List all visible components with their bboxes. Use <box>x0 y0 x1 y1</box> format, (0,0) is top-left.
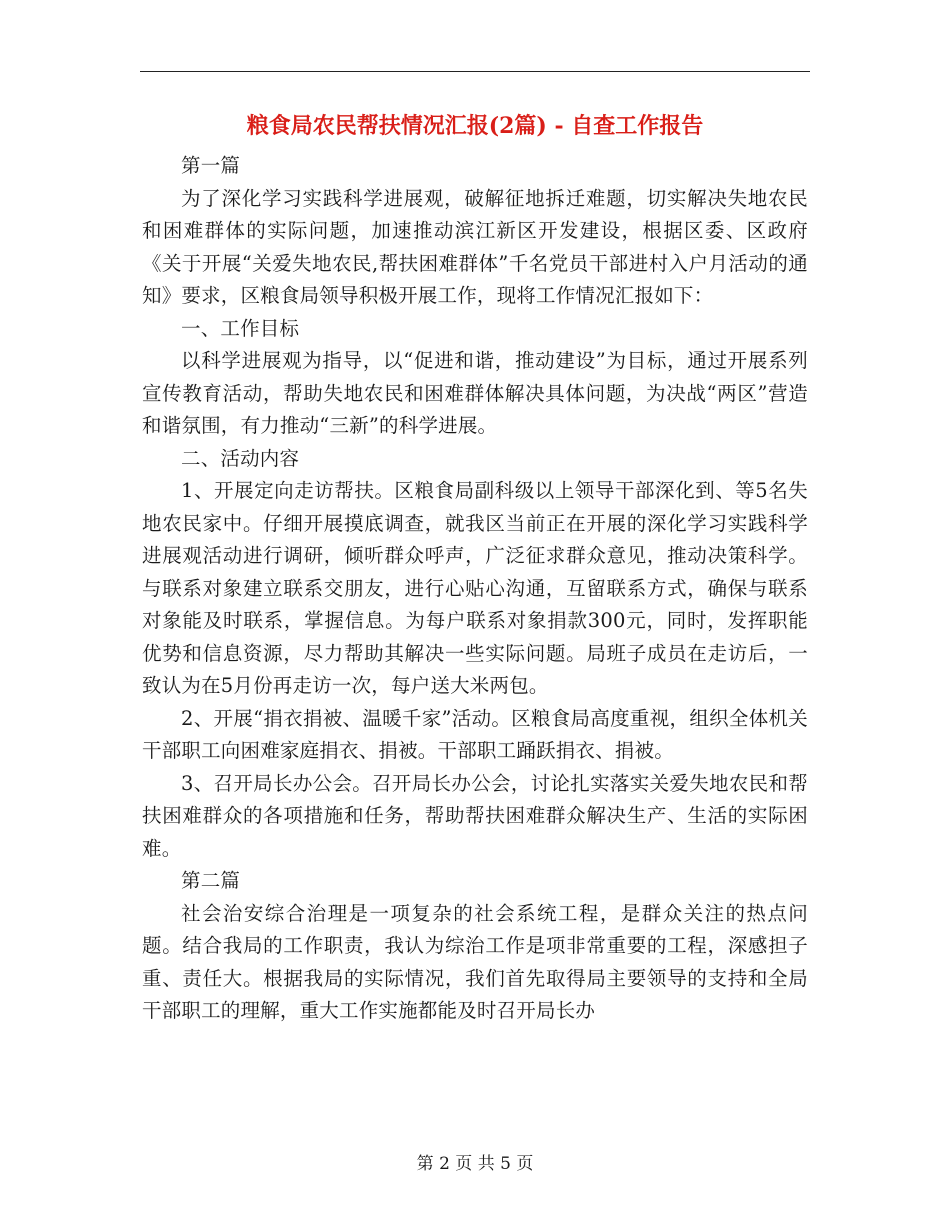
paragraph: 1、开展定向走访帮扶。区粮食局副科级以上领导干部深化到、等5名失地农民家中。仔细开展摸底调查，就我区当前正在开展的深化学习实践科学进展观活动进行调研，倾听群众呼声，广泛征求群众意见，推动决策科学。与联系对象建立联系交朋友，进行心贴心沟通，互留联系方式，确保与联系对象能及时联系，掌握信息。为每户联系对象捐款300元，同时，发挥职能优势和信息资源，尽力帮助其解决一些实际问题。局班子成员在走访后，一致认为在5月份再走访一次，每户送大米两包。 <box>142 479 808 697</box>
section-heading: 第二篇 <box>181 869 241 892</box>
paragraph: 为了深化学习实践科学进展观，破解征地拆迁难题，切实解决失地农民和困难群体的实际问题，加速推动滨江新区开发建设，根据区委、区政府《关于开展“关爱失地农民,帮扶困难群体”千名党员干部进村入户月活动的通知》要求，区粮食局领导积极开展工作，现将工作情况汇报如下： <box>142 186 808 307</box>
header-rule <box>140 71 810 72</box>
paragraph: 3、召开局长办公会。召开局长办公会，讨论扎实落实关爱失地农民和帮扶困难群众的各项措施和任务，帮助帮扶困难群众解决生产、生活的实际困难。 <box>142 771 808 860</box>
paragraph: 2、开展“捐衣捐被、温暖千家”活动。区粮食局高度重视，组织全体机关干部职工向困难家庭捐衣、捐被。干部职工踊跃捐衣、捐被。 <box>142 706 808 762</box>
document-page <box>142 102 808 1028</box>
paragraph: 以科学进展观为指导，以“促进和谐，推动建设”为目标，通过开展系列宣传教育活动，帮助失地农民和困难群体解决具体问题，为决战“两区”营造和谐氛围，有力推动“三新”的科学进展。 <box>142 349 808 437</box>
document-title: 粮食局农民帮扶情况汇报(2篇) - 自查工作报告 <box>246 113 704 139</box>
page-number-footer: 第 2 页 共 5 页 <box>416 1154 534 1174</box>
section-heading: 二、活动内容 <box>181 446 300 470</box>
section-heading: 一、工作目标 <box>181 316 300 340</box>
section-heading: 第一篇 <box>181 154 241 177</box>
document-body <box>142 150 808 1028</box>
paragraph: 社会治安综合治理是一项复杂的社会系统工程，是群众关注的热点问题。结合我局的工作职责，我认为综治工作是项非常重要的工程，深感担子重、责任大。根据我局的实际情况，我们首先取得局主要领导的支持和全局干部职工的理解，重大工作实施都能及时召开局长办 <box>142 901 808 1022</box>
